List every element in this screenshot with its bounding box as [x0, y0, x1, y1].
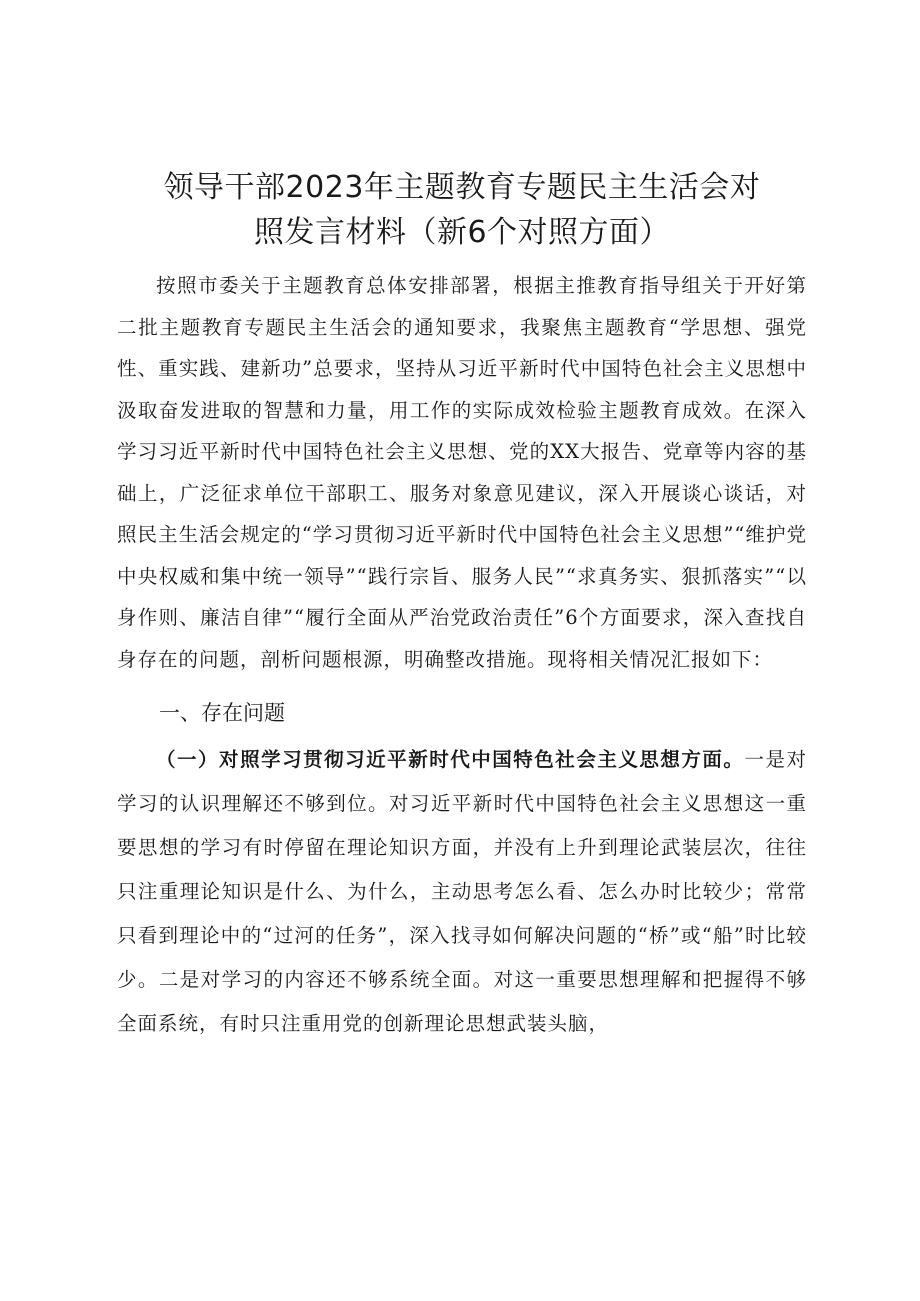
title-line-1: 领导干部2023年主题教育专题民主生活会对: [163, 170, 761, 205]
intro-paragraph: 按照市委关于主题教育总体安排部署，根据主推教育指导组关于开好第二批主题教育专题民主生活会的通知要求，我聚焦主题教育“学思想、强党性、重实践、建新功”总要求，坚持从习近平新时代中国特色社会主义思想中汲取奋发进取的智慧和力量，用工作的实际成效检验主题教育成效。在深入学习习近平新时代中国特色社会主义思想、党的XX大报告、党章等内容的基础上，广泛征求单位干部职工、服务对象意见建议，深入开展谈心谈话，对照民主生活会规定的“学习贯彻习近平新时代中国特色社会主义思想”“维护党中央权威和集中统一领导”“践行宗旨、服务人民”“求真务实、狠抓落实”“以身作则、廉洁自律”“履行全面从严治党政治责任”6个方面要求，深入查找自身存在的问题，剖析问题根源，明确整改措施。现将相关情况汇报如下：: [117, 274, 807, 671]
section-heading-problems: 一、存在问题: [159, 701, 285, 725]
title-line-2: 照发言材料（新6个对照方面）: [253, 215, 671, 250]
document-page: [117, 165, 807, 1046]
subsection-heading: （一）对照学习贯彻习近平新时代中国特色社会主义思想方面。: [156, 748, 745, 771]
subsection-paragraph: [117, 738, 807, 1046]
document-title: [117, 165, 807, 255]
subsection-body-text: 一是对学习的认识理解还不够到位。对习近平新时代中国特色社会主义思想这一重要思想的学习有时停留在理论知识方面，并没有上升到理论武装层次，往往只注重理论知识是什么、为什么，主动思考怎么看、怎么办时比较少；常常只看到理论中的“过河的任务”，深入找寻如何解决问题的“桥”或“船”时比较少。二是对学习的内容还不够系统全面。对这一重要思想理解和把握得不够全面系统，有时只注重用党的创新理论思想武装头脑，: [117, 748, 807, 1035]
